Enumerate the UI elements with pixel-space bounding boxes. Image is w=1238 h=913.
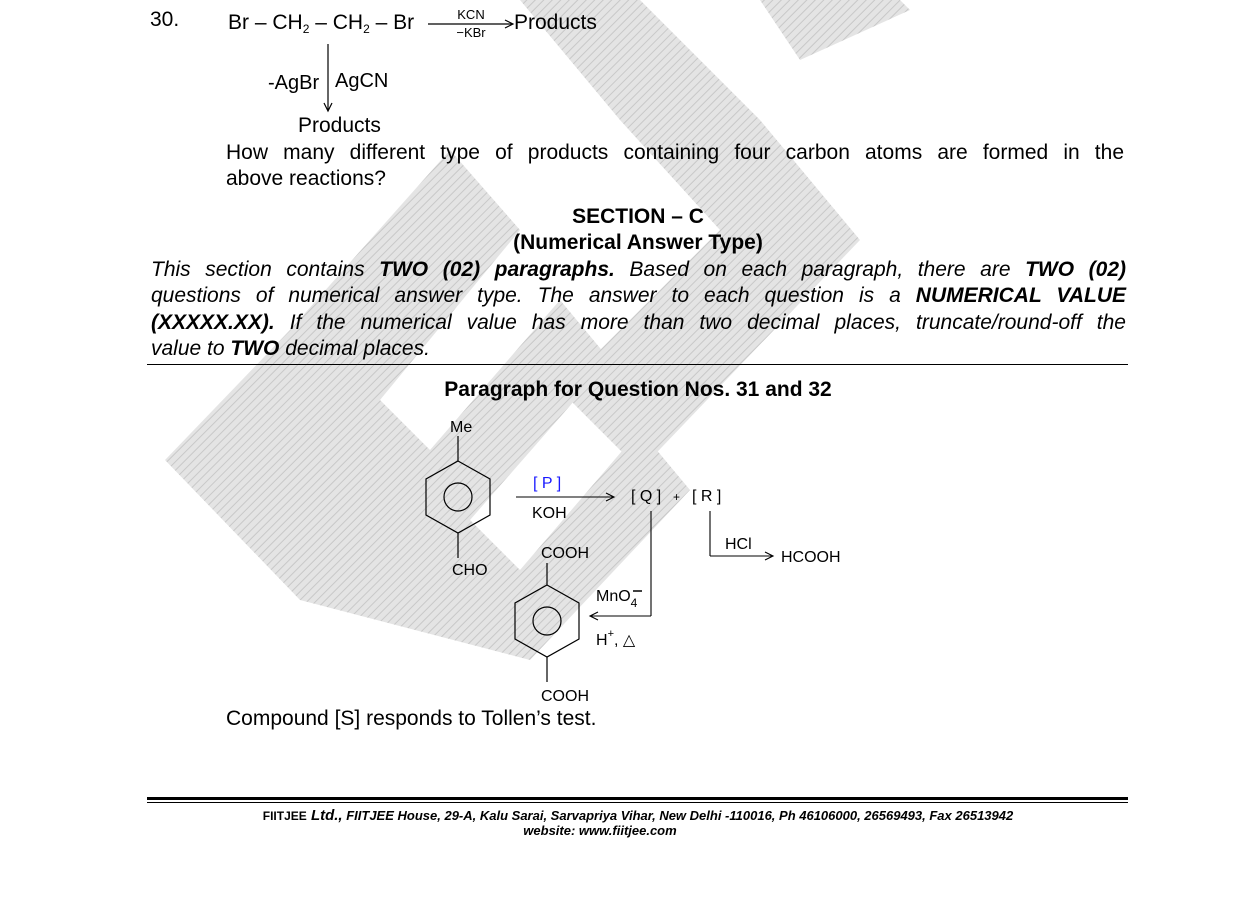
paragraph-heading: Paragraph for Question Nos. 31 and 32 — [444, 378, 832, 401]
product-r: [ R ] — [692, 488, 722, 505]
cooh-bottom-label: COOH — [541, 688, 589, 705]
reaction-equation: Br – $CH_2 - CH_2$ – Br — [228, 11, 415, 36]
footer-address: FIITJEE Ltd., FIITJEE House, 29-A, Kalu Sarai, Sarvapriya Vihar, New Delhi -110016, Ph 46106000, 26569493, Fax 26513942 — [262, 807, 1014, 824]
benzene-ring-start — [426, 436, 490, 558]
instructions-line3: (XXXXX.XX). If the numerical value has more than two decimal places, truncate/round-off the — [151, 311, 1126, 334]
footer-website: website: www.fiitjee.com — [523, 823, 677, 838]
products-right: Products — [514, 11, 597, 34]
down-reagent-right: AgCN — [335, 70, 389, 92]
footer-brand: FIITJEE — [262, 809, 307, 823]
product-q: [ Q ] — [631, 488, 662, 505]
methyl-label: Me — [450, 419, 473, 436]
section-divider — [147, 364, 1128, 365]
reagent-hcl: HCl — [725, 536, 752, 553]
cooh-top-label: COOH — [541, 545, 589, 562]
section-title: SECTION – C — [572, 205, 704, 228]
benzene-ring-product — [515, 563, 579, 682]
footer-rule-thin — [147, 802, 1128, 803]
reagent-acid-heat: H+, △ — [596, 628, 636, 649]
formic-acid-label: HCOOH — [781, 549, 841, 566]
instructions-line2: questions of numerical answer type. The answer to each question is a NUMERICAL VALUE — [151, 284, 1126, 307]
forward-arrow-icon — [516, 493, 614, 501]
aldehyde-label: CHO — [452, 562, 488, 579]
instructions-line4: value to TWO decimal places. — [151, 337, 430, 360]
question-text-line2: above reactions? — [226, 167, 386, 190]
instructions-line1: This section contains TWO (02) paragraphs. Based on each paragraph, there are TWO (02) — [151, 258, 1126, 281]
arrow-bottom-reagent: −KBr — [456, 25, 486, 40]
down-arrow-icon — [322, 44, 334, 114]
products-down: Products — [298, 114, 381, 137]
section-subtitle: (Numerical Answer Type) — [513, 231, 763, 254]
reaction-scheme — [400, 410, 870, 710]
reagent-mno4: MnO$_4$ — [596, 588, 638, 610]
arrow-top-reagent: KCN — [457, 7, 485, 22]
footer-ltd: Ltd., — [306, 807, 343, 824]
question-number: 30. — [150, 8, 180, 31]
down-reagent-left: -AgBr — [268, 72, 320, 94]
reagent-p: [ P ] — [533, 475, 562, 492]
reagent-koh: KOH — [532, 505, 567, 522]
footer-rule-thick — [147, 797, 1128, 800]
question-text-line1: How many different type of products containing four carbon atoms are formed in the — [226, 141, 1124, 164]
plus-sign: + — [673, 490, 681, 504]
compound-s-statement: Compound [S] responds to Tollen’s test. — [226, 707, 597, 730]
